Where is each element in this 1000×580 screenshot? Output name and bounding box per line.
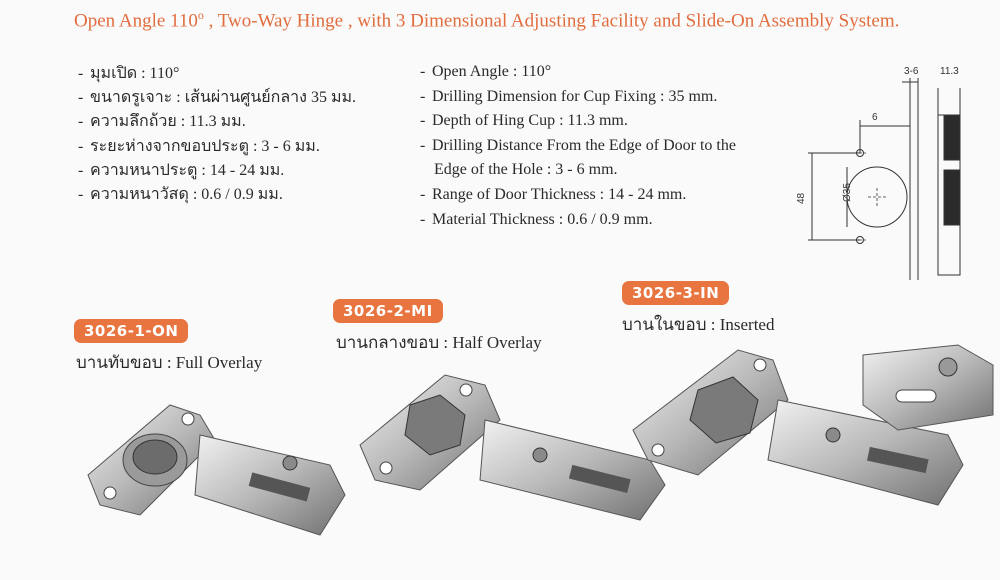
model-label: บานในขอบ : Inserted bbox=[622, 315, 775, 334]
dim-label: Ø35 bbox=[842, 183, 853, 202]
title-rest: , Two-Way Hinge , with 3 Dimensional Adjusting Facility and Slide-On Assembly System. bbox=[203, 10, 900, 32]
hinge-inserted-image bbox=[628, 335, 998, 530]
spec-item: - Drilling Distance From the Edge of Door to the bbox=[420, 136, 736, 154]
spec-item: - Range of Door Thickness : 14 - 24 mm. bbox=[420, 185, 687, 203]
model-label: บานกลางขอบ : Half Overlay bbox=[336, 333, 542, 352]
spec-item: - มุมเปิด : 110° bbox=[78, 65, 180, 82]
spec-item: - ความหนาวัสดุ : 0.6 / 0.9 มม. bbox=[78, 186, 283, 204]
hinge-full-overlay-image bbox=[80, 385, 350, 580]
spec-item: - Drilling Dimension for Cup Fixing : 35 mm. bbox=[420, 87, 718, 105]
model-code-badge: 3026-3-IN bbox=[622, 281, 729, 305]
dim-label: 6 bbox=[872, 112, 878, 123]
dim-label: 11.3 bbox=[940, 66, 959, 77]
spec-item: - ความลึกถ้วย : 11.3 มม. bbox=[78, 113, 246, 131]
spec-item: - Depth of Hing Cup : 11.3 mm. bbox=[420, 112, 628, 130]
spec-item: - ความหนาประตู : 14 - 24 มม. bbox=[78, 161, 285, 179]
spec-item: - ขนาดรูเจาะ : เส้นผ่านศูนย์กลาง 35 มม. bbox=[78, 89, 357, 107]
model-code-badge: 3026-1-ON bbox=[74, 319, 188, 343]
thai-spec-list bbox=[78, 62, 356, 207]
english-spec-list bbox=[420, 60, 736, 232]
dim-label: 3-6 bbox=[904, 66, 919, 77]
page-title bbox=[74, 8, 899, 32]
hinge-half-overlay-image bbox=[350, 360, 670, 530]
dim-label: 48 bbox=[796, 192, 807, 204]
title-degree: o bbox=[197, 8, 204, 22]
model-label: บานทับขอบ : Full Overlay bbox=[76, 353, 263, 372]
spec-item: Edge of the Hole : 3 - 6 mm. bbox=[434, 161, 618, 179]
spec-item: - Open Angle : 110° bbox=[420, 63, 552, 80]
spec-item: - Material Thickness : 0.6 / 0.9 mm. bbox=[420, 210, 653, 228]
model-code-badge: 3026-2-MI bbox=[333, 299, 443, 323]
title-prefix: Open Angle 110 bbox=[74, 10, 198, 32]
spec-item: - ระยะห่างจากขอบประตู : 3 - 6 มม. bbox=[78, 137, 320, 155]
drilling-diagram bbox=[790, 60, 995, 285]
